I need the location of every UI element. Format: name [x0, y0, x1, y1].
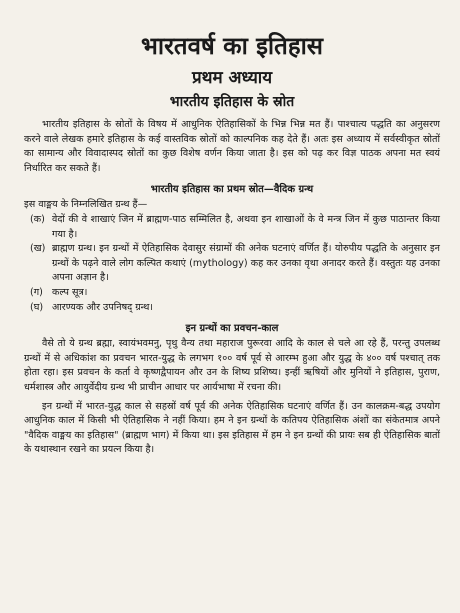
list-item-text: कल्प सूत्र।: [52, 286, 88, 298]
first-source-intro: इस वाङ्मय के निम्नलिखित ग्रन्थ हैं—: [24, 199, 148, 211]
list-item: [24, 213, 440, 242]
pravachan-heading: इन ग्रन्थों का प्रवचन-काल: [185, 323, 279, 335]
list-item-text: ब्राह्मण ग्रन्थ। इन ग्रन्थों में ऐतिहासिक देवासुर संग्रामों की अनेक घटनाएं वर्णित हैं। योरुपीय पद्धति के अनुसार इन ग्रन्थों के पढ़ने वाले लोग कल्पित कथाएं (mythology) कह कर उनका वृथा अनादर करते हैं। वस्तुतः यह उनका अपना अज्ञान है।: [52, 243, 440, 284]
book-title: भारतवर्ष का इतिहास: [140, 32, 324, 60]
list-item-marker: (क): [30, 213, 45, 225]
intro-paragraph: भारतीय इतिहास के स्रोतों के विषय में आधुनिक ऐतिहासिकों के भिन्न भिन्न मत हैं। पाश्चात्य पद्धति का अनुसरण करने वाले लेखक हमारे इतिहास के कई वास्तविक स्रोतों को काल्पनिक कह देते हैं। अतः इस अध्याय में सर्वस्वीकृत स्रोतों का सामान्य और विवादास्पद स्रोतों का कुछ विशेष वर्णन किया जाता है। इस को पढ़ कर विज्ञ पाठक अपना मत स्वयं निर्धारित कर सकते हैं।: [24, 119, 440, 174]
list-item: [24, 301, 440, 316]
list-item-text: वेदों की वे शाखाएं जिन में ब्राह्मण-पाठ सम्मिलित है, अथवा इन शाखाओं के वे मन्त्र जिन में कुछ पाठान्तर किया गया है।: [52, 213, 440, 240]
chapter-heading: प्रथम अध्याय: [191, 68, 273, 88]
section-heading: भारतीय इतिहास के स्रोत: [169, 94, 295, 110]
pravachan-paragraph: वैसे तो ये ग्रन्थ ब्रह्मा, स्वायंभवमनु, पृथु वैन्य तथा महाराज पुरूरवा आदि के काल से चले आ रहे हैं, परन्तु उपलब्ध ग्रन्थों में से अधिकांश का प्रवचन भारत-युद्ध के लगभग १०० वर्ष पूर्व से आरम्भ हुआ और युद्ध के ४०० वर्ष पश्चात् तक होता रहा। इस प्रवचन के कर्ता वे कृष्णद्वैपायन और उन के शिष्य प्रशिष्य। इन्हीं ऋषियों और मुनियों ने इतिहास, पुराण, धर्मशास्त्र और आयुर्वेदीय ग्रन्थ भी प्राचीन आधार पर आर्यभाषा में रचना की।: [24, 338, 440, 393]
list-item-marker: (घ): [30, 301, 44, 313]
list-item-marker: (ख): [30, 243, 46, 255]
final-paragraph: इन ग्रन्थों में भारत-युद्ध काल से सहस्रों वर्ष पूर्व की अनेक ऐतिहासिक घटनाएं वर्णित हैं। उन कालक्रम-बद्ध उपयोग आधुनिक काल में किसी भी ऐतिहासिक ने नहीं किया। हम ने इन ग्रन्थों के कतिपय ऐतिहासिक अंशों का संकेतमात्र अपने "वैदिक वाङ्मय का इतिहास" (ब्राह्मण भाग) में किया था। इस इतिहास में हम ने इन ग्रन्थों की प्रायः सब ही ऐतिहासिक बातों के यथास्थान रखने का प्रयत्न किया है।: [24, 400, 440, 456]
list-item-marker: (ग): [30, 286, 43, 298]
first-source-heading: भारतीय इतिहास का प्रथम स्रोत—वैदिक ग्रन्थ: [150, 184, 314, 196]
list-item: [24, 286, 440, 301]
list-item-text: आरण्यक और उपनिषद् ग्रन्थ।: [52, 301, 153, 313]
list-item: [24, 242, 440, 286]
